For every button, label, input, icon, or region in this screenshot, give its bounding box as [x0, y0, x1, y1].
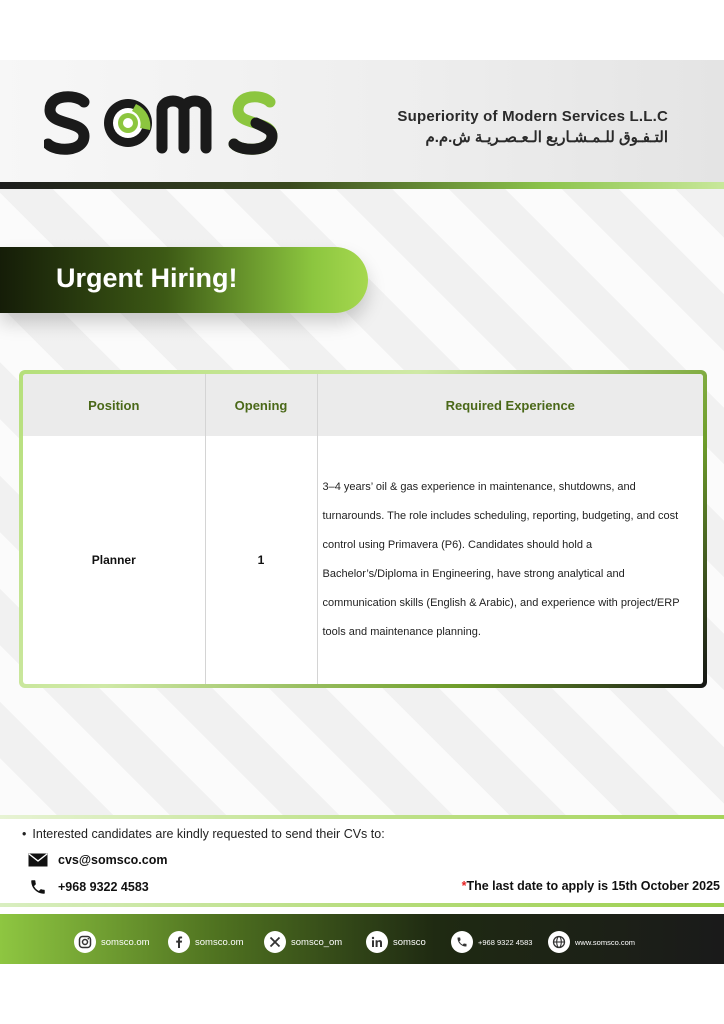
phone-label: +968 9322 4583 [478, 937, 533, 947]
instagram-icon [74, 931, 96, 953]
footer-link-facebook[interactable] [168, 931, 244, 953]
footer-link-website[interactable] [548, 931, 635, 953]
phone-icon [451, 931, 473, 953]
urgent-hiring-banner [0, 247, 368, 313]
cell-opening: 1 [205, 436, 317, 684]
phone-row[interactable] [28, 878, 149, 896]
deadline-notice [462, 879, 720, 893]
footer-link-phone[interactable] [451, 931, 532, 953]
deadline-text: The last date to apply is 15th October 2025 [466, 879, 720, 893]
facebook-icon [168, 931, 190, 953]
linkedin-icon [366, 931, 388, 953]
x-icon [264, 931, 286, 953]
phone-number[interactable]: +968 9322 4583 [58, 880, 149, 894]
company-name-en: Superiority of Modern Services L.L.C [397, 108, 668, 125]
contact-section [0, 819, 724, 903]
header-required-experience: Required Experience [317, 374, 703, 436]
linkedin-label: somsco [393, 936, 426, 948]
footer-link-instagram[interactable] [74, 931, 150, 953]
header-opening: Opening [205, 374, 317, 436]
email-row[interactable] [28, 853, 167, 867]
facebook-label: somsco.om [195, 936, 244, 948]
application-note [22, 827, 385, 841]
email-link[interactable]: cvs@somsco.com [58, 853, 168, 867]
experience-description: 3–4 years’ oil & gas experience in maintenance, shutdowns, and turnarounds. The role includes scheduling, reporting, budgeting, and cost control using Primavera (P6). Candidates should hold a Bachelor’s/Diploma in Engineering, have strong analytical and communication skills (English & Arabic), and experience with project/ERP tools and maintenance planning. [322, 481, 680, 638]
instagram-label: somsco.om [101, 936, 150, 948]
cell-experience [317, 436, 703, 684]
table-header-row [23, 374, 703, 436]
bullet: • [22, 827, 27, 841]
banner-title: Urgent Hiring! [56, 263, 238, 293]
phone-icon [28, 878, 48, 896]
website-label: www.somsco.com [575, 937, 636, 947]
header-divider [0, 182, 724, 189]
job-table-container [23, 374, 703, 684]
table-row [23, 436, 703, 684]
job-table [23, 374, 703, 684]
footer [0, 914, 724, 964]
company-name-ar: التـفـوق للـمـشـاريع الـعـصـريـة ش.م.م [425, 129, 668, 146]
cell-position: Planner [23, 436, 205, 684]
job-table-frame [19, 370, 707, 688]
contact-divider-bottom [0, 903, 724, 907]
header-position: Position [23, 374, 205, 436]
footer-link-linkedin[interactable] [366, 931, 426, 953]
footer-link-x[interactable] [264, 931, 342, 953]
deadline-marker: * [461, 879, 467, 893]
globe-icon [548, 931, 570, 953]
application-note-text: Interested candidates are kindly requested to send their CVs to: [32, 827, 385, 841]
header [0, 60, 724, 182]
mail-icon [28, 853, 48, 867]
x-label: somsco_om [291, 936, 343, 948]
soms-logo [44, 90, 284, 156]
